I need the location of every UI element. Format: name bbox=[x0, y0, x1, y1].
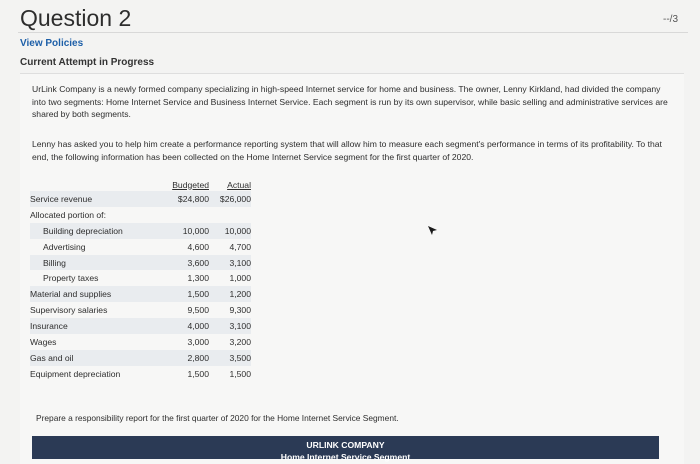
row-budgeted: 10,000 bbox=[157, 223, 213, 239]
row-label: Advertising bbox=[43, 241, 86, 252]
table-row bbox=[30, 239, 251, 255]
table-row bbox=[30, 350, 251, 366]
row-actual: 1,000 bbox=[229, 273, 251, 284]
row-budgeted bbox=[157, 207, 213, 223]
row-label: Supervisory salaries bbox=[30, 305, 108, 316]
row-label: Insurance bbox=[30, 318, 157, 334]
row-label: Billing bbox=[30, 255, 157, 271]
row-actual: 3,100 bbox=[213, 318, 251, 334]
table-row bbox=[30, 366, 251, 382]
table-row bbox=[30, 334, 251, 350]
col-budgeted-header: Budgeted bbox=[172, 179, 209, 190]
segment-data-table bbox=[30, 178, 251, 382]
row-actual: 3,500 bbox=[213, 350, 251, 366]
table-row bbox=[30, 191, 251, 207]
table-row bbox=[30, 207, 251, 223]
report-header bbox=[32, 436, 659, 462]
row-actual: 1,500 bbox=[229, 368, 251, 379]
row-budgeted: 3,600 bbox=[157, 255, 213, 271]
report-company-name: URLINK COMPANY bbox=[306, 440, 385, 450]
row-label: Property taxes bbox=[43, 273, 99, 284]
table-row bbox=[30, 318, 251, 334]
row-actual: 10,000 bbox=[213, 223, 251, 239]
row-actual: 3,100 bbox=[213, 255, 251, 271]
table-row bbox=[30, 270, 251, 286]
row-actual: 1,200 bbox=[213, 286, 251, 302]
question-paragraph-1: UrLink Company is a newly formed company specializing in high-speed Internet service for home and business. The owner, Lenny Kirkland, had divided the company into two segments: Home Internet Service and Business Internet Service. Each segment is run by its own supervisor, while basic selling and administrative services are shared by both segments. bbox=[32, 84, 668, 119]
attempt-status: Current Attempt in Progress bbox=[20, 57, 155, 68]
row-actual: 4,700 bbox=[229, 241, 251, 252]
row-label: Allocated portion of: bbox=[30, 209, 106, 220]
header-divider bbox=[18, 32, 688, 33]
row-budgeted: 1,500 bbox=[157, 286, 213, 302]
row-label: Gas and oil bbox=[30, 350, 157, 366]
row-actual: 9,300 bbox=[229, 305, 251, 316]
row-budgeted: 4,600 bbox=[187, 241, 209, 252]
instruction-text: Prepare a responsibility report for the first quarter of 2020 for the Home Internet Service Segment. bbox=[36, 413, 399, 423]
question-paragraph-2: Lenny has asked you to help him create a performance reporting system that will allow him to measure each segment's performance in terms of its profitability. To that end, the following information has been collected on the Home Internet Service segment for the first quarter of 2020. bbox=[32, 139, 662, 162]
row-budgeted: 9,500 bbox=[187, 305, 209, 316]
col-actual-header: Actual bbox=[227, 179, 251, 190]
row-actual: 3,200 bbox=[229, 336, 251, 347]
row-budgeted: 3,000 bbox=[187, 336, 209, 347]
table-header-blank bbox=[30, 178, 157, 191]
row-budgeted: 1,500 bbox=[187, 368, 209, 379]
row-actual bbox=[213, 207, 251, 223]
table-row bbox=[30, 286, 251, 302]
row-budgeted: $24,800 bbox=[157, 191, 213, 207]
row-label: Service revenue bbox=[30, 191, 157, 207]
row-label: Building depreciation bbox=[30, 223, 157, 239]
table-row bbox=[30, 255, 251, 271]
row-budgeted: 1,300 bbox=[187, 273, 209, 284]
row-budgeted: 2,800 bbox=[157, 350, 213, 366]
row-budgeted: 4,000 bbox=[157, 318, 213, 334]
table-row bbox=[30, 302, 251, 318]
table-header-row bbox=[30, 178, 251, 191]
row-label: Material and supplies bbox=[30, 286, 157, 302]
question-score: --/3 bbox=[663, 14, 678, 25]
table-row bbox=[30, 223, 251, 239]
view-policies-link[interactable]: View Policies bbox=[20, 38, 84, 49]
mouse-cursor-icon bbox=[428, 226, 438, 236]
row-actual: $26,000 bbox=[213, 191, 251, 207]
question-title: Question 2 bbox=[20, 5, 132, 31]
report-segment-name: Home Internet Service Segment bbox=[280, 452, 411, 462]
row-label: Equipment depreciation bbox=[30, 368, 121, 379]
row-label: Wages bbox=[30, 336, 57, 347]
